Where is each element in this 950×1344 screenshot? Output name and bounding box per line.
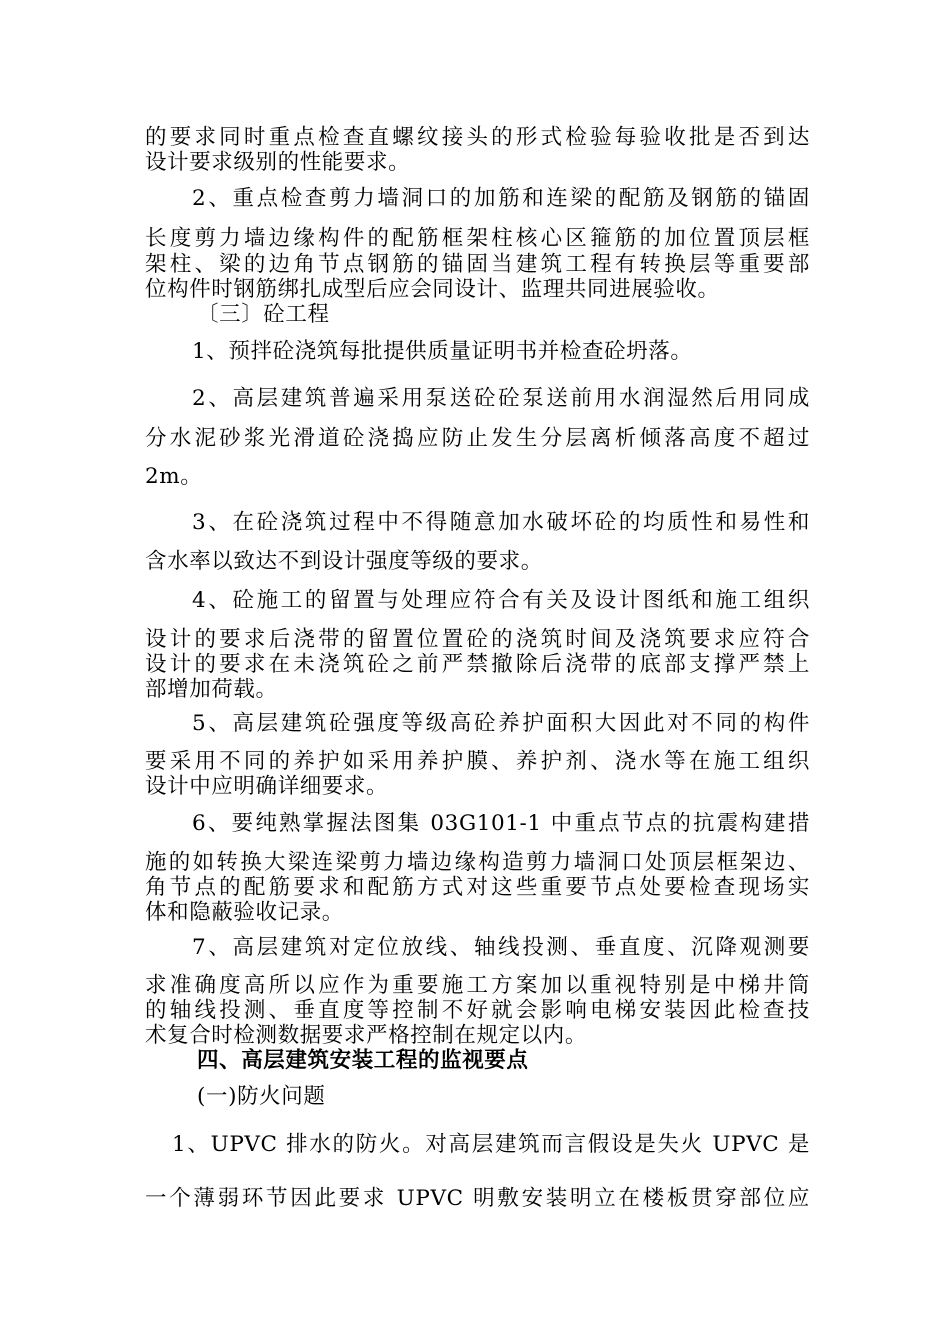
- text-line: 2、高层建筑普遍采用泵送砼砼泵送前用水润湿然后用同成: [192, 386, 810, 411]
- text-line: 7、高层建筑对定位放线、轴线投测、垂直度、沉降观测要: [192, 935, 810, 960]
- text-line: 施的如转换大梁连梁剪力墙边缘构造剪力墙洞口处顶层框架边、: [145, 850, 810, 875]
- text-line: 1、预拌砼浇筑每批提供质量证明书并检查砼坍落。: [192, 339, 693, 364]
- text-line: 求准确度高所以应作为重要施工方案加以重视特别是中梯井筒: [145, 973, 810, 998]
- text-line: 的要求同时重点检查直螺纹接头的形式检验每验收批是否到达: [145, 125, 810, 150]
- text-line: 2、重点检查剪力墙洞口的加筋和连梁的配筋及钢筋的锚固: [192, 186, 810, 211]
- text-line: 长度剪力墙边缘构件的配筋框架柱核心区箍筋的加位置顶层框: [145, 226, 810, 251]
- subsection-heading: (一)防火问题: [197, 1084, 326, 1109]
- text-line: 架柱、梁的边角节点钢筋的锚固当建筑工程有转换层等重要部: [145, 252, 810, 277]
- text-line: 的轴线投测、垂直度等控制不好就会影响电梯安装因此检查技: [145, 998, 810, 1023]
- text-line: 4、砼施工的留置与处理应符合有关及设计图纸和施工组织: [192, 588, 810, 613]
- text-line: 1、UPVC 排水的防火。对高层建筑而言假设是失火 UPVC 是: [172, 1132, 810, 1157]
- text-line: 2m。: [145, 464, 203, 489]
- text-line: 一个薄弱环节因此要求 UPVC 明敷安装明立在楼板贯穿部位应: [145, 1186, 810, 1211]
- text-line: 位构件时钢筋绑扎成型后应会同设计、监理共同进展验收。: [145, 277, 720, 302]
- text-line: 分水泥砂浆光滑道砼浇捣应防止发生分层离析倾落高度不超过: [145, 426, 810, 451]
- text-line: 角节点的配筋要求和配筋方式对这些重要节点处要检查现场实: [145, 875, 810, 900]
- text-line: 设计的要求后浇带的留置位置砼的浇筑时间及浇筑要求应符合: [145, 627, 810, 652]
- text-line: 6、要纯熟掌握法图集 03G101-1 中重点节点的抗震构建措: [192, 811, 810, 836]
- text-line: 设计中应明确详细要求。: [145, 774, 389, 799]
- text-line: 设计的要求在未浇筑砼之前严禁撤除后浇带的底部支撑严禁上: [145, 652, 810, 677]
- text-line: 3、在砼浇筑过程中不得随意加水破坏砼的均质性和易性和: [192, 510, 810, 535]
- section-heading-bold: 四、高层建筑安装工程的监视要点: [197, 1048, 529, 1073]
- text-line: 体和隐蔽验收记录。: [145, 900, 344, 925]
- text-line: 5、高层建筑砼强度等级高砼养护面积大因此对不同的构件: [192, 711, 810, 736]
- text-line: 术复合时检测数据要求严格控制在规定以内。: [145, 1023, 588, 1048]
- text-line: 要采用不同的养护如采用养护膜、养护剂、浇水等在施工组织: [145, 749, 810, 774]
- text-line: 部增加荷载。: [145, 677, 278, 702]
- text-line: 含水率以致达不到设计强度等级的要求。: [145, 549, 543, 574]
- section-heading: 〔三〕砼工程: [197, 302, 330, 327]
- text-line: 设计要求级别的性能要求。: [145, 150, 411, 175]
